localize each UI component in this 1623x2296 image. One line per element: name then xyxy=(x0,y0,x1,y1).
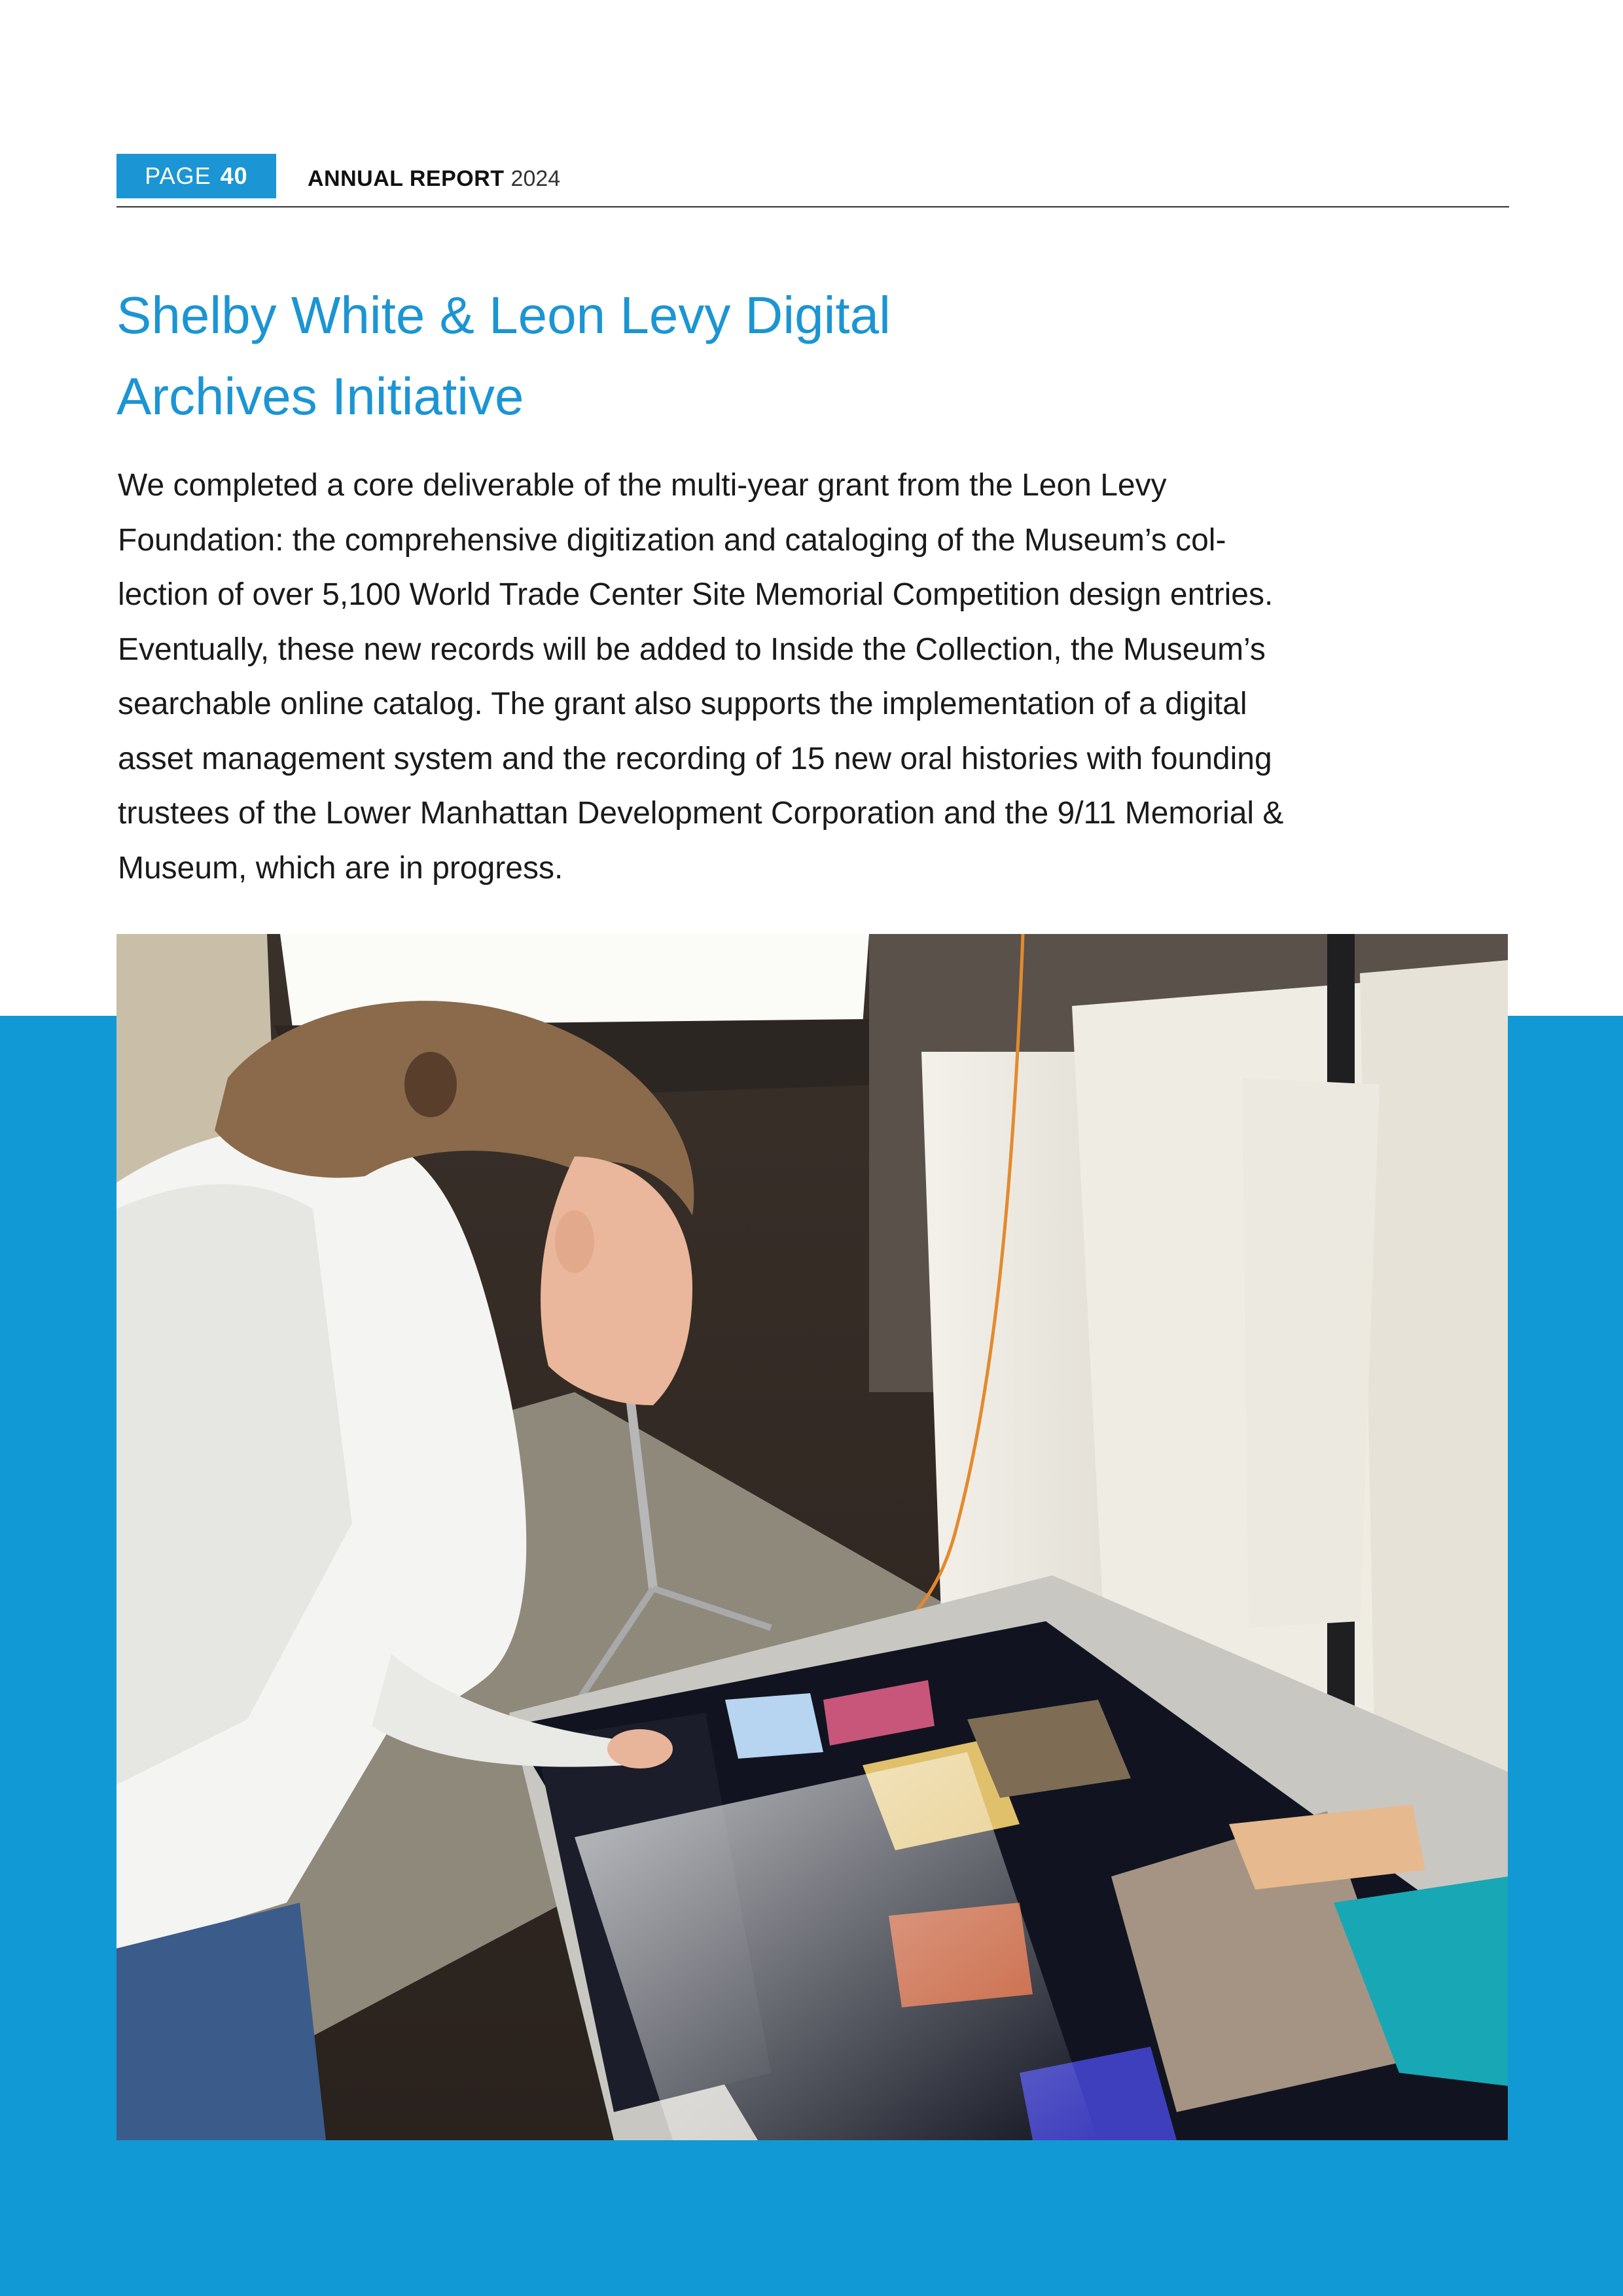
report-year: 2024 xyxy=(510,166,561,191)
report-title: ANNUAL REPORT xyxy=(308,166,505,191)
body-line: lection of over 5,100 World Trade Center Site Memorial Competition design entries. xyxy=(118,577,1274,612)
body-line: Eventually, these new records will be added to Inside the Collection, the Museum’s xyxy=(118,632,1266,667)
page-number: 40 xyxy=(220,162,248,189)
body-line: trustees of the Lower Manhattan Development Corporation and the 9/11 Memorial & xyxy=(118,796,1284,831)
body-line: Museum, which are in progress. xyxy=(118,850,563,886)
header-divider xyxy=(116,206,1509,207)
page-header xyxy=(116,154,1509,207)
body-line: asset management system and the recording of 15 new oral histories with founding xyxy=(118,741,1272,776)
page-number-tag xyxy=(116,154,276,198)
archive-digitization-photo xyxy=(116,934,1508,2140)
body-line: Foundation: the comprehensive digitization and cataloging of the Museum’s col- xyxy=(118,522,1226,558)
body-line: We completed a core deliverable of the multi-year grant from the Leon Levy xyxy=(118,468,1167,503)
article-body xyxy=(118,458,1525,895)
title-line-2: Archives Initiative xyxy=(116,367,524,425)
title-line-1: Shelby White & Leon Levy Digital xyxy=(116,286,891,344)
body-line: searchable online catalog. The grant also supports the implementation of a digital xyxy=(118,687,1247,721)
report-label xyxy=(308,160,560,197)
page-label: PAGE xyxy=(145,162,211,189)
article-title xyxy=(116,275,1360,437)
